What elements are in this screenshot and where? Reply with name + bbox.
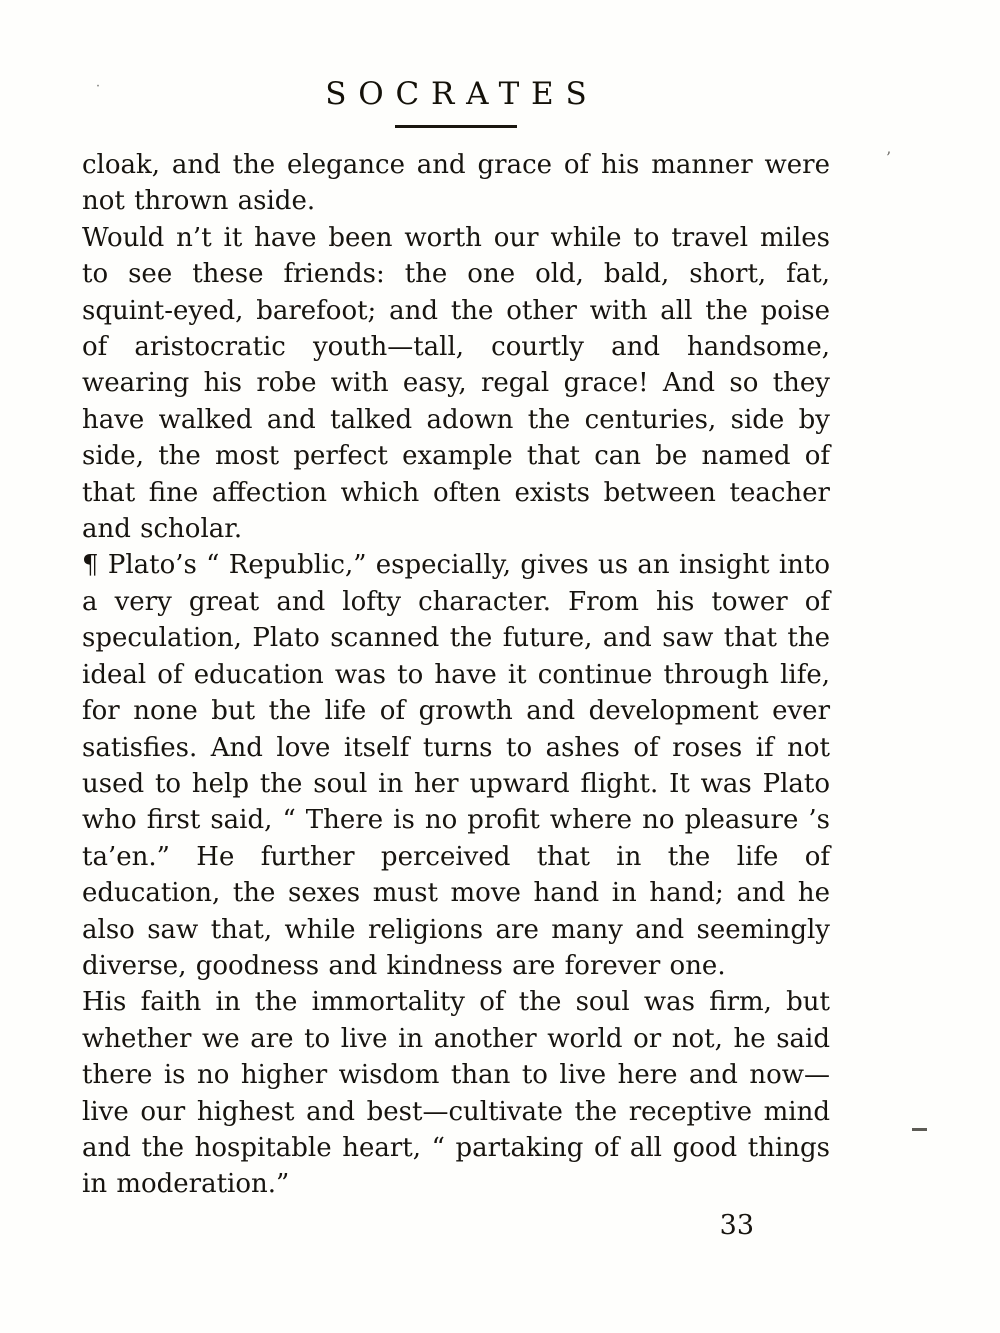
paragraph-3: ¶ Plato’s “ Republic,” especially, gives us an insight into a very great and lofty character. From his tower of speculation, Plato scanned the future, and saw that the ideal of education was to have it continue through life, for none but the life of growth and development ever satisfies. And love itself turns to ashes of roses if not used to help the soul in her upward flight. It was Plato who first said, “ There is no profit where no pleasure ’s ta’en.” He further perceived that in the life of education, the sexes must move hand in hand; and he also saw that, while religions are many and seemingly diverse, goodness and kindness are forever one. (82, 550, 830, 981)
scan-artifact-dash (912, 1128, 927, 1131)
text-block (82, 0, 830, 1241)
scan-artifact-tick: ˙ (94, 82, 102, 101)
paragraph-1: cloak, and the elegance and grace of his manner were not thrown aside. (82, 150, 830, 217)
paragraph-2: Would n’t it have been worth our while to travel miles to see these friends: the one old, bald, short, fat, squint-eyed, barefoot; and the other with all the poise of aristocratic youth—tall, courtly and handsome, wearing his robe with easy, regal grace! And so they have walked and talked adown the centuries, side by side, the most perfect example that can be named of that fine affection which often exists between teacher and scholar. (82, 222, 830, 545)
page-title: SOCRATES (325, 76, 599, 112)
title-divider (395, 125, 517, 128)
scan-artifact-mark: ’ (886, 148, 892, 167)
paragraph-4: His faith in the immortality of the soul was firm, but whether we are to live in another world or not, he said there is no higher wisdom than to live here and now—live our highest and best—cultivate the receptive mind and the hospitable heart, “ partaking of all good things in moderation.” (82, 987, 830, 1200)
page-number: 33 (719, 1209, 754, 1241)
body-text (82, 147, 830, 1203)
